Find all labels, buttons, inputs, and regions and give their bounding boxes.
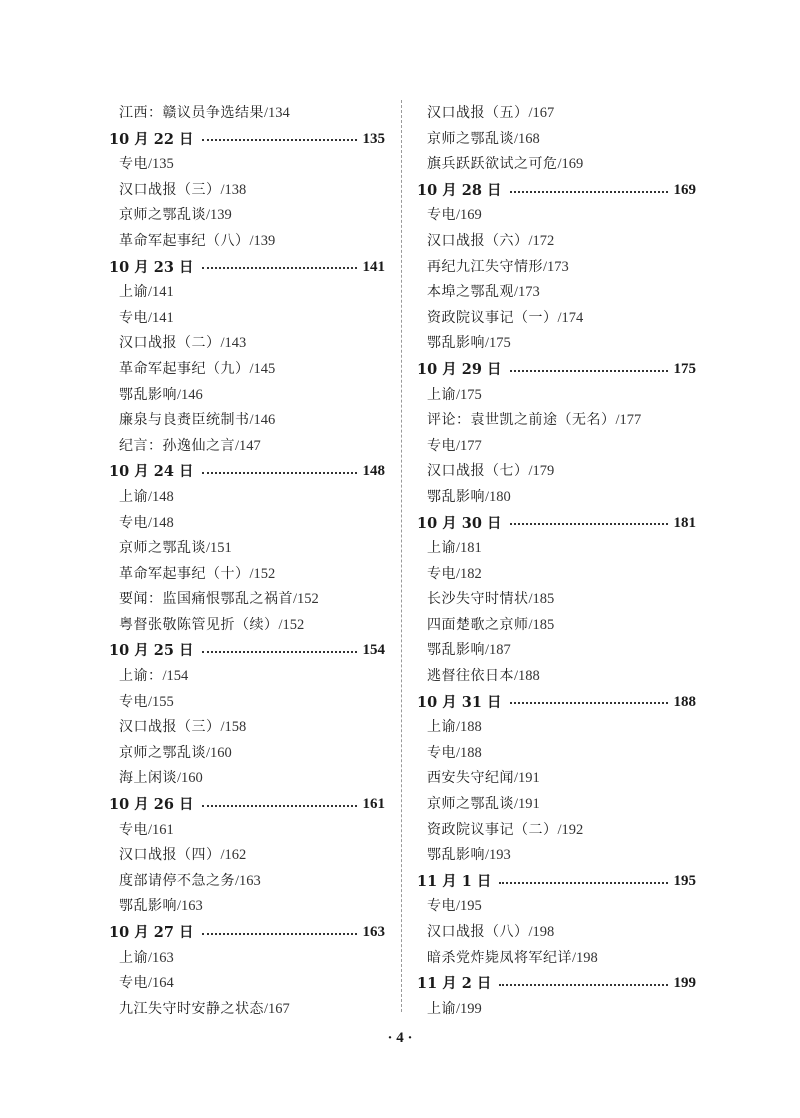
entry-page-number: 134 bbox=[268, 105, 290, 121]
entry-separator: / bbox=[557, 821, 562, 838]
entry-page-number: 173 bbox=[547, 258, 569, 275]
entry-separator: / bbox=[148, 284, 153, 301]
date-label: 10 月 26 日 bbox=[109, 796, 194, 814]
date-label: 10 月 25 日 bbox=[109, 642, 194, 660]
entry-separator: / bbox=[220, 335, 225, 352]
entry-title: 上谕 bbox=[427, 386, 456, 403]
entry-page-number: 163 bbox=[239, 872, 261, 889]
entry-title: 专电 bbox=[119, 821, 148, 838]
toc-entry[interactable] bbox=[417, 997, 696, 1023]
toc-entry[interactable] bbox=[417, 562, 696, 588]
entry-title: 粤督张敬陈管见折（续） bbox=[119, 616, 279, 633]
entry-page-number: 160 bbox=[181, 770, 203, 787]
entry-title: 九江失守时安静之状态 bbox=[119, 1000, 264, 1017]
entry-title: 鄂乱影响 bbox=[427, 847, 485, 864]
toc-entry[interactable] bbox=[109, 434, 385, 460]
entry-page-number: 148 bbox=[152, 514, 174, 531]
entry-title: 度部请停不急之务 bbox=[119, 872, 235, 889]
entry-title: 专电 bbox=[427, 898, 456, 915]
dot-leader bbox=[202, 805, 357, 807]
toc-entry[interactable] bbox=[109, 536, 385, 562]
entry-title: 汉口战报（五） bbox=[427, 105, 529, 121]
entry-separator: / bbox=[249, 360, 254, 377]
entry-separator: / bbox=[456, 565, 461, 582]
entry-page-number: 163 bbox=[152, 949, 174, 966]
entry-separator: / bbox=[249, 565, 254, 582]
entry-title: 资政院议事记（一） bbox=[427, 309, 558, 326]
date-label: 11 月 1 日 bbox=[417, 872, 492, 890]
entry-title: 专电 bbox=[427, 437, 456, 454]
toc-entry[interactable] bbox=[417, 255, 696, 281]
entry-separator: / bbox=[528, 924, 533, 940]
entry-separator: / bbox=[264, 105, 269, 121]
entry-page-number: 180 bbox=[489, 488, 511, 505]
entry-separator: / bbox=[235, 437, 240, 454]
toc-entry[interactable] bbox=[417, 792, 696, 818]
toc-entry[interactable] bbox=[417, 229, 696, 255]
toc-entry[interactable] bbox=[417, 101, 696, 127]
toc-right-column bbox=[417, 101, 696, 1022]
entry-page-number: 160 bbox=[210, 744, 232, 761]
date-label: 10 月 28 日 bbox=[417, 181, 502, 199]
entry-page-number: 141 bbox=[152, 284, 174, 301]
entry-separator: / bbox=[572, 949, 577, 966]
date-page-number: 148 bbox=[362, 463, 385, 480]
entry-title: 京师之鄂乱谈 bbox=[427, 796, 514, 813]
toc-left-column bbox=[109, 101, 385, 1022]
dot-leader bbox=[202, 472, 357, 474]
entry-page-number: 164 bbox=[152, 975, 174, 992]
entry-page-number: 174 bbox=[561, 309, 584, 326]
entry-title: 评论：袁世凯之前途（无名） bbox=[427, 412, 616, 429]
dot-leader bbox=[499, 882, 667, 884]
entry-title: 纪言：孙逸仙之言 bbox=[119, 437, 235, 454]
entry-separator: / bbox=[557, 156, 562, 173]
date-label: 11 月 2 日 bbox=[417, 975, 492, 993]
entry-title: 四面楚歌之京师 bbox=[427, 616, 529, 633]
entry-title: 鄂乱影响 bbox=[119, 898, 177, 915]
entry-separator: / bbox=[148, 156, 153, 173]
entry-page-number: 192 bbox=[561, 821, 584, 838]
toc-entry[interactable] bbox=[109, 766, 385, 792]
entry-title: 上谕 bbox=[119, 488, 148, 505]
entry-title: 专电 bbox=[427, 565, 456, 582]
entry-page-number: 146 bbox=[253, 412, 276, 429]
dot-leader bbox=[202, 651, 357, 653]
entry-page-number: 154 bbox=[166, 668, 189, 685]
date-label: 10 月 30 日 bbox=[417, 514, 502, 532]
entry-separator: / bbox=[456, 719, 461, 736]
date-label: 10 月 23 日 bbox=[109, 258, 194, 276]
entry-separator: / bbox=[235, 872, 240, 889]
entry-separator: / bbox=[543, 258, 548, 275]
entry-separator: / bbox=[162, 668, 167, 685]
entry-page-number: 152 bbox=[282, 616, 305, 633]
entry-title: 京师之鄂乱谈 bbox=[119, 207, 206, 224]
entry-title: 廉泉与良赉臣统制书 bbox=[119, 412, 250, 429]
entry-separator: / bbox=[177, 770, 182, 787]
toc-entry[interactable] bbox=[109, 997, 385, 1023]
toc-entry[interactable] bbox=[109, 357, 385, 383]
entry-page-number: 188 bbox=[460, 719, 482, 736]
toc-entry[interactable] bbox=[109, 383, 385, 409]
entry-separator: / bbox=[220, 719, 225, 736]
entry-page-number: 187 bbox=[489, 642, 511, 659]
entry-page-number: 139 bbox=[210, 207, 232, 224]
entry-title: 上谕 bbox=[427, 719, 456, 736]
date-page-number: 163 bbox=[362, 924, 385, 940]
entry-separator: / bbox=[249, 412, 254, 429]
date-page-number: 169 bbox=[673, 181, 696, 198]
entry-page-number: 198 bbox=[576, 949, 598, 966]
toc-entry[interactable] bbox=[417, 383, 696, 409]
entry-page-number: 169 bbox=[561, 156, 584, 173]
entry-page-number: 151 bbox=[210, 540, 232, 557]
date-page-number: 154 bbox=[362, 642, 385, 659]
toc-date-heading bbox=[417, 357, 696, 383]
date-page-number: 188 bbox=[673, 693, 696, 710]
entry-separator: / bbox=[293, 591, 298, 608]
entry-title: 鄂乱影响 bbox=[427, 335, 485, 352]
entry-title: 上谕 bbox=[119, 284, 148, 301]
date-page-number: 181 bbox=[673, 514, 696, 531]
dot-leader bbox=[202, 139, 357, 141]
entry-separator: / bbox=[456, 540, 461, 557]
date-label: 10 月 31 日 bbox=[417, 693, 502, 711]
toc-entry[interactable] bbox=[417, 485, 696, 511]
toc-entry[interactable] bbox=[417, 664, 696, 690]
entry-title: 江西：赣议员争选结果 bbox=[119, 105, 264, 121]
entry-separator: / bbox=[485, 847, 490, 864]
entry-separator: / bbox=[485, 642, 490, 659]
toc-date-heading bbox=[417, 178, 696, 204]
entry-separator: / bbox=[456, 437, 461, 454]
entry-title: 汉口战报（三） bbox=[119, 181, 221, 198]
entry-page-number: 155 bbox=[152, 693, 174, 710]
toc-entry[interactable] bbox=[417, 408, 696, 434]
entry-page-number: 167 bbox=[532, 105, 555, 121]
toc-date-heading bbox=[109, 792, 385, 818]
toc-entry[interactable] bbox=[417, 280, 696, 306]
entry-title: 专电 bbox=[119, 309, 148, 326]
toc-entry[interactable] bbox=[417, 203, 696, 229]
entry-separator: / bbox=[528, 463, 533, 480]
entry-separator: / bbox=[456, 386, 461, 403]
entry-page-number: 172 bbox=[532, 232, 555, 249]
toc-entry[interactable] bbox=[417, 459, 696, 485]
entry-separator: / bbox=[177, 386, 182, 403]
entry-page-number: 169 bbox=[460, 207, 482, 224]
entry-page-number: 167 bbox=[268, 1000, 290, 1017]
entry-title: 专电 bbox=[427, 744, 456, 761]
entry-title: 专电 bbox=[119, 693, 148, 710]
entry-title: 革命军起事纪（九） bbox=[119, 360, 250, 377]
toc-entry[interactable] bbox=[109, 229, 385, 255]
entry-page-number: 188 bbox=[518, 668, 540, 685]
entry-page-number: 138 bbox=[224, 181, 247, 198]
page-number: · 4 · bbox=[387, 1030, 413, 1046]
entry-separator: / bbox=[514, 796, 519, 813]
toc-entry[interactable] bbox=[109, 101, 385, 127]
toc-entry[interactable] bbox=[109, 818, 385, 844]
toc-entry[interactable] bbox=[417, 920, 696, 946]
entry-separator: / bbox=[148, 975, 153, 992]
toc-entry[interactable] bbox=[417, 127, 696, 153]
entry-separator: / bbox=[456, 1000, 461, 1017]
toc-date-heading bbox=[109, 920, 385, 946]
entry-title: 逃督往依日本 bbox=[427, 668, 514, 685]
toc-entry[interactable] bbox=[109, 562, 385, 588]
entry-separator: / bbox=[514, 130, 519, 147]
toc-entry[interactable] bbox=[417, 741, 696, 767]
date-page-number: 195 bbox=[673, 872, 696, 889]
entry-page-number: 179 bbox=[532, 463, 555, 480]
entry-page-number: 185 bbox=[532, 591, 555, 608]
entry-title: 鄂乱影响 bbox=[119, 386, 177, 403]
entry-title: 京师之鄂乱谈 bbox=[427, 130, 514, 147]
entry-title: 要闻：监国痛恨鄂乱之祸首 bbox=[119, 591, 293, 608]
toc-date-heading bbox=[109, 255, 385, 281]
entry-page-number: 191 bbox=[518, 770, 540, 787]
dot-leader bbox=[510, 370, 668, 372]
entry-separator: / bbox=[615, 412, 620, 429]
entry-page-number: 163 bbox=[181, 898, 203, 915]
toc-entry[interactable] bbox=[109, 741, 385, 767]
entry-page-number: 152 bbox=[297, 591, 319, 608]
entry-title: 再纪九江失守情形 bbox=[427, 258, 543, 275]
entry-title: 鄂乱影响 bbox=[427, 642, 485, 659]
toc-entry[interactable] bbox=[109, 178, 385, 204]
entry-page-number: 185 bbox=[532, 616, 555, 633]
dot-leader bbox=[202, 933, 357, 935]
toc-entry[interactable] bbox=[109, 331, 385, 357]
toc-entry[interactable] bbox=[417, 306, 696, 332]
toc-entry[interactable] bbox=[109, 485, 385, 511]
entry-separator: / bbox=[528, 232, 533, 249]
entry-separator: / bbox=[249, 232, 254, 249]
entry-separator: / bbox=[485, 335, 490, 352]
entry-separator: / bbox=[148, 514, 153, 531]
entry-page-number: 158 bbox=[224, 719, 247, 736]
toc-entry[interactable] bbox=[417, 536, 696, 562]
entry-separator: / bbox=[206, 540, 211, 557]
entry-separator: / bbox=[220, 181, 225, 198]
entry-page-number: 146 bbox=[181, 386, 203, 403]
toc-entry[interactable] bbox=[109, 152, 385, 178]
entry-separator: / bbox=[514, 770, 519, 787]
entry-page-number: 181 bbox=[460, 540, 482, 557]
entry-page-number: 173 bbox=[518, 284, 540, 301]
entry-title: 专电 bbox=[119, 975, 148, 992]
toc-entry[interactable] bbox=[417, 613, 696, 639]
toc-entry[interactable] bbox=[417, 638, 696, 664]
entry-page-number: 148 bbox=[152, 488, 174, 505]
entry-separator: / bbox=[557, 309, 562, 326]
entry-title: 专电 bbox=[119, 156, 148, 173]
entry-separator: / bbox=[456, 744, 461, 761]
entry-separator: / bbox=[278, 616, 283, 633]
entry-page-number: 152 bbox=[253, 565, 276, 582]
toc-date-heading bbox=[417, 511, 696, 537]
toc-entry[interactable] bbox=[417, 894, 696, 920]
entry-page-number: 175 bbox=[460, 386, 482, 403]
entry-separator: / bbox=[206, 207, 211, 224]
entry-separator: / bbox=[148, 949, 153, 966]
entry-separator: / bbox=[528, 105, 533, 121]
entry-title: 革命军起事纪（十） bbox=[119, 565, 250, 582]
toc-entry[interactable] bbox=[417, 152, 696, 178]
toc-date-heading bbox=[109, 638, 385, 664]
toc-entry[interactable] bbox=[109, 715, 385, 741]
date-page-number: 175 bbox=[673, 360, 696, 377]
entry-title: 上谕 bbox=[119, 949, 148, 966]
dot-leader bbox=[510, 191, 668, 193]
entry-page-number: 193 bbox=[489, 847, 511, 864]
entry-separator: / bbox=[514, 668, 519, 685]
date-label: 10 月 24 日 bbox=[109, 463, 194, 481]
entry-page-number: 198 bbox=[532, 924, 555, 940]
entry-title: 汉口战报（七） bbox=[427, 463, 529, 480]
entry-separator: / bbox=[264, 1000, 269, 1017]
date-page-number: 141 bbox=[362, 258, 385, 275]
toc-date-heading bbox=[109, 459, 385, 485]
toc-entry[interactable] bbox=[417, 818, 696, 844]
toc-entry[interactable] bbox=[417, 434, 696, 460]
toc-entry[interactable] bbox=[109, 869, 385, 895]
toc-entry[interactable] bbox=[109, 306, 385, 332]
toc-entry[interactable] bbox=[109, 613, 385, 639]
toc-entry[interactable] bbox=[109, 280, 385, 306]
entry-page-number: 191 bbox=[518, 796, 540, 813]
date-label: 10 月 27 日 bbox=[109, 924, 194, 941]
entry-separator: / bbox=[206, 744, 211, 761]
entry-title: 上谕： bbox=[119, 668, 163, 685]
entry-separator: / bbox=[456, 207, 461, 224]
entry-title: 京师之鄂乱谈 bbox=[119, 540, 206, 557]
entry-title: 上谕 bbox=[427, 540, 456, 557]
dot-leader bbox=[510, 523, 668, 525]
toc-entry[interactable] bbox=[109, 203, 385, 229]
entry-title: 汉口战报（八） bbox=[427, 924, 529, 940]
entry-separator: / bbox=[177, 898, 182, 915]
entry-title: 汉口战报（六） bbox=[427, 232, 529, 249]
entry-title: 上谕 bbox=[427, 1000, 456, 1017]
entry-separator: / bbox=[528, 591, 533, 608]
toc-entry[interactable] bbox=[109, 664, 385, 690]
entry-separator: / bbox=[148, 693, 153, 710]
entry-page-number: 143 bbox=[224, 335, 247, 352]
date-label: 10 月 29 日 bbox=[417, 360, 502, 378]
entry-page-number: 175 bbox=[489, 335, 511, 352]
toc-date-heading bbox=[417, 869, 696, 895]
entry-page-number: 177 bbox=[460, 437, 482, 454]
date-page-number: 135 bbox=[362, 130, 385, 147]
date-page-number: 161 bbox=[362, 796, 385, 813]
entry-title: 专电 bbox=[427, 207, 456, 224]
toc-entry[interactable] bbox=[417, 715, 696, 741]
entry-separator: / bbox=[220, 847, 225, 864]
entry-title: 汉口战报（二） bbox=[119, 335, 221, 352]
entry-page-number: 141 bbox=[152, 309, 174, 326]
entry-page-number: 177 bbox=[619, 412, 642, 429]
toc-entry[interactable] bbox=[109, 690, 385, 716]
toc-entry[interactable] bbox=[109, 894, 385, 920]
toc-date-heading bbox=[417, 690, 696, 716]
toc-entry[interactable] bbox=[109, 408, 385, 434]
entry-title: 资政院议事记（二） bbox=[427, 821, 558, 838]
entry-title: 专电 bbox=[119, 514, 148, 531]
entry-page-number: 162 bbox=[224, 847, 247, 864]
date-label: 10 月 22 日 bbox=[109, 130, 194, 148]
entry-page-number: 135 bbox=[152, 156, 174, 173]
entry-separator: / bbox=[456, 898, 461, 915]
entry-title: 鄂乱影响 bbox=[427, 488, 485, 505]
entry-title: 京师之鄂乱谈 bbox=[119, 744, 206, 761]
toc-entry[interactable] bbox=[109, 971, 385, 997]
entry-page-number: 161 bbox=[152, 821, 174, 838]
entry-title: 汉口战报（四） bbox=[119, 847, 221, 864]
entry-separator: / bbox=[528, 616, 533, 633]
toc-entry[interactable] bbox=[417, 331, 696, 357]
entry-separator: / bbox=[148, 821, 153, 838]
toc-entry[interactable] bbox=[109, 587, 385, 613]
entry-page-number: 188 bbox=[460, 744, 482, 761]
toc-entry[interactable] bbox=[109, 946, 385, 972]
entry-title: 长沙失守时情状 bbox=[427, 591, 529, 608]
entry-page-number: 147 bbox=[239, 437, 261, 454]
entry-separator: / bbox=[148, 488, 153, 505]
entry-page-number: 195 bbox=[460, 898, 482, 915]
entry-page-number: 182 bbox=[460, 565, 482, 582]
toc-date-heading bbox=[417, 971, 696, 997]
entry-title: 本埠之鄂乱观 bbox=[427, 284, 514, 301]
column-divider bbox=[401, 100, 402, 1012]
entry-separator: / bbox=[148, 309, 153, 326]
entry-page-number: 139 bbox=[253, 232, 276, 249]
toc-entry[interactable] bbox=[417, 946, 696, 972]
entry-page-number: 168 bbox=[518, 130, 540, 147]
entry-title: 暗杀党炸毙凤将军纪详 bbox=[427, 949, 572, 966]
entry-title: 西安失守纪闻 bbox=[427, 770, 514, 787]
dot-leader bbox=[499, 984, 667, 986]
toc-entry[interactable] bbox=[109, 843, 385, 869]
entry-page-number: 145 bbox=[253, 360, 276, 377]
toc-entry[interactable] bbox=[417, 843, 696, 869]
dot-leader bbox=[202, 267, 357, 269]
entry-separator: / bbox=[514, 284, 519, 301]
toc-entry[interactable] bbox=[109, 511, 385, 537]
entry-title: 海上闲谈 bbox=[119, 770, 177, 787]
entry-page-number: 199 bbox=[460, 1000, 482, 1017]
dot-leader bbox=[510, 702, 668, 704]
entry-separator: / bbox=[485, 488, 490, 505]
entry-title: 旗兵跃跃欲试之可危 bbox=[427, 156, 558, 173]
toc-date-heading bbox=[109, 127, 385, 153]
toc-entry[interactable] bbox=[417, 587, 696, 613]
date-page-number: 199 bbox=[673, 975, 696, 992]
entry-title: 革命军起事纪（八） bbox=[119, 232, 250, 249]
entry-title: 汉口战报（三） bbox=[119, 719, 221, 736]
toc-entry[interactable] bbox=[417, 766, 696, 792]
